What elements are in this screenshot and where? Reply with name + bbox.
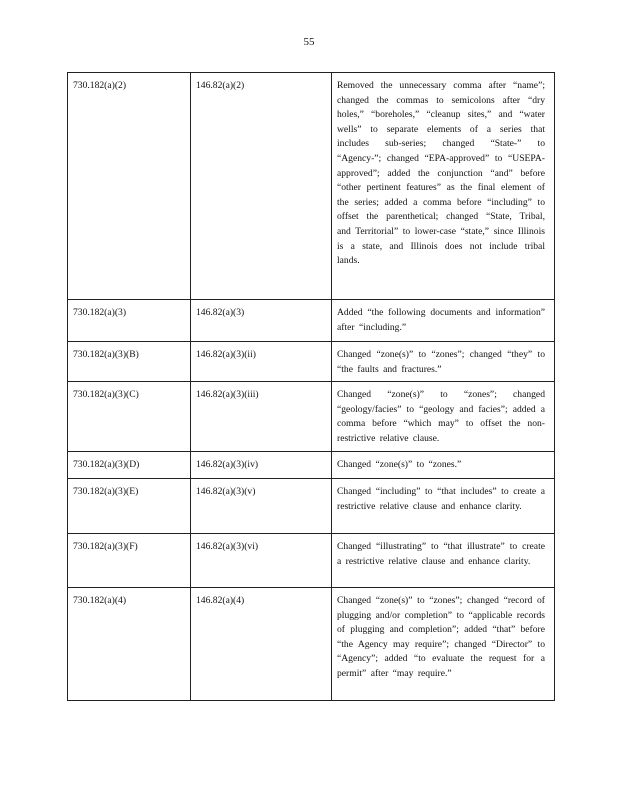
change-description: Changed “zone(s)” to “zones.” xyxy=(337,459,462,470)
change-description-cell xyxy=(332,300,555,342)
table-row xyxy=(68,73,555,300)
change-description-cell xyxy=(332,452,555,479)
federal-section-cell xyxy=(191,588,332,701)
change-description: Added “the following documents and information” after “including.” xyxy=(337,307,545,333)
table-row xyxy=(68,588,555,701)
illinois-section: 730.182(a)(4) xyxy=(73,595,127,606)
table-row xyxy=(68,452,555,479)
federal-section: 146.82(a)(3)(iv) xyxy=(196,459,259,470)
change-description: Changed “illustrating” to “that illustrate” to create a restrictive relative clause and enhance clarity. xyxy=(337,541,545,567)
illinois-section-cell xyxy=(68,479,191,534)
illinois-section-cell xyxy=(68,452,191,479)
federal-section-cell xyxy=(191,300,332,342)
illinois-section: 730.182(a)(3)(C) xyxy=(73,389,139,400)
change-description-cell xyxy=(332,588,555,701)
federal-section: 146.82(a)(3)(iii) xyxy=(196,389,259,400)
illinois-section: 730.182(a)(3)(F) xyxy=(73,541,138,552)
federal-section: 146.82(a)(3)(vi) xyxy=(196,541,259,552)
federal-section: 146.82(a)(4) xyxy=(196,595,245,606)
table-row xyxy=(68,534,555,588)
table-row xyxy=(68,342,555,382)
change-description: Changed “zone(s)” to “zones”; changed “geology/facies” to “geology and facies”; added a comma before “which may” to offset the non-restrictive relative clause. xyxy=(337,389,545,444)
illinois-section-cell xyxy=(68,342,191,382)
illinois-section-cell xyxy=(68,588,191,701)
illinois-section: 730.182(a)(3) xyxy=(73,307,127,318)
federal-section: 146.82(a)(2) xyxy=(196,80,245,91)
illinois-section: 730.182(a)(3)(B) xyxy=(73,349,139,360)
illinois-section-cell xyxy=(68,73,191,300)
change-description: Changed “zone(s)” to “zones”; changed “record of plugging and/or completion” to “applicable records of plugging and completion”; added “that” before “the Agency may require”; changed “Director” to “Agency”; added “to evaluate the request for a permit” after “may require.” xyxy=(337,595,545,679)
change-description-cell xyxy=(332,382,555,452)
illinois-section: 730.182(a)(3)(E) xyxy=(73,486,139,497)
federal-section-cell xyxy=(191,452,332,479)
change-description-cell xyxy=(332,534,555,588)
federal-section-cell xyxy=(191,73,332,300)
federal-section-cell xyxy=(191,342,332,382)
change-description-cell xyxy=(332,73,555,300)
correlation-table xyxy=(67,72,555,701)
federal-section: 146.82(a)(3) xyxy=(196,307,245,318)
illinois-section-cell xyxy=(68,534,191,588)
change-description: Removed the unnecessary comma after “name”; changed the commas to semicolons after “dry holes,” “boreholes,” “cleanup sites,” and “water wells” to separate elements of a series that includes sub-series; changed “State-” to “Agency-”; changed “EPA-approved” to “USEPA-approved”; added the conjunction “and” before “other pertinent features” as the final element of the series; added a comma before “including” to offset the parenthetical; changed “State, Tribal, and Territorial” to lower-case “state,” since Illinois is a state, and Illinois does not include tribal lands. xyxy=(337,80,545,267)
federal-section: 146.82(a)(3)(v) xyxy=(196,486,256,497)
table-row xyxy=(68,382,555,452)
table-row xyxy=(68,300,555,342)
illinois-section-cell xyxy=(68,382,191,452)
federal-section-cell xyxy=(191,382,332,452)
federal-section-cell xyxy=(191,534,332,588)
change-description-cell xyxy=(332,479,555,534)
change-description: Changed “including” to “that includes” to create a restrictive relative clause and enhance clarity. xyxy=(337,486,545,512)
illinois-section-cell xyxy=(68,300,191,342)
table-row xyxy=(68,479,555,534)
page-number: 55 xyxy=(303,36,315,48)
illinois-section: 730.182(a)(3)(D) xyxy=(73,459,140,470)
federal-section-cell xyxy=(191,479,332,534)
change-description-cell xyxy=(332,342,555,382)
federal-section: 146.82(a)(3)(ii) xyxy=(196,349,256,360)
illinois-section: 730.182(a)(2) xyxy=(73,80,127,91)
change-description: Changed “zone(s)” to “zones”; changed “they” to “the faults and fractures.” xyxy=(337,349,545,375)
